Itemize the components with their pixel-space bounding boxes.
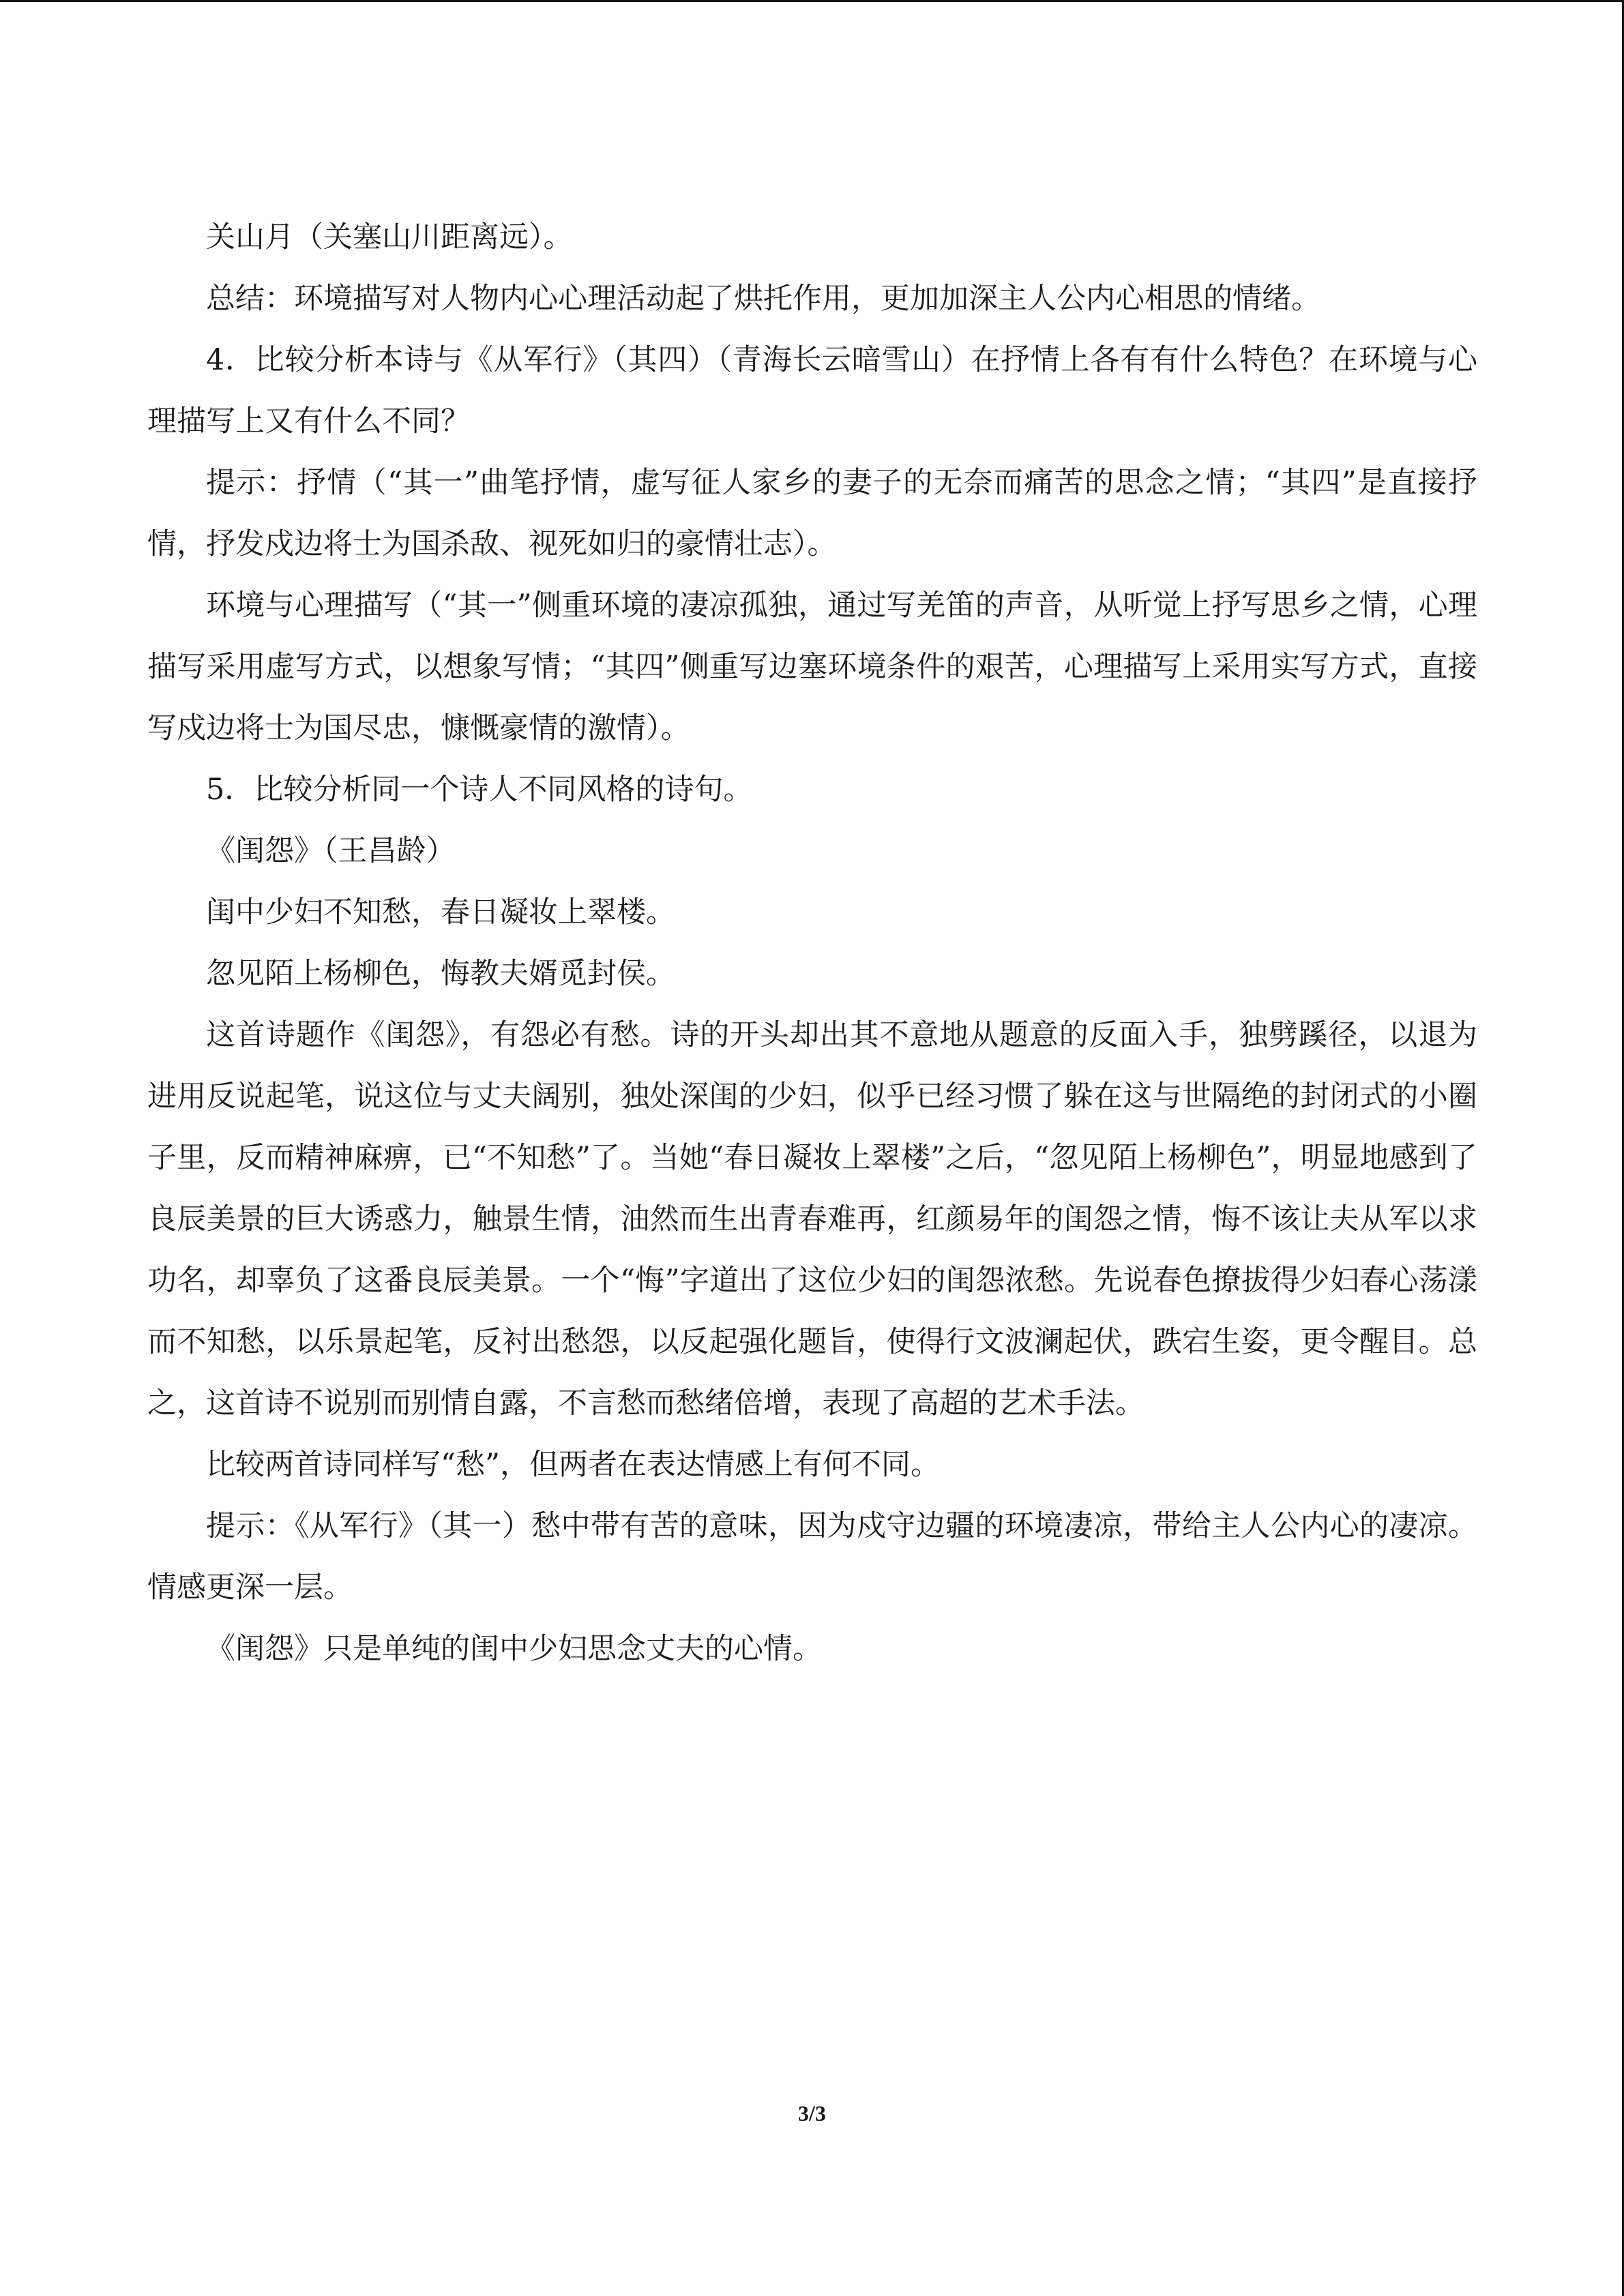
poem-title: 《闺怨》（王昌龄）	[206, 834, 456, 868]
page-number: 3/3	[798, 2101, 826, 2126]
poem-line: 忽见陌上杨柳色，悔教夫婿觅封侯。	[206, 957, 675, 991]
paragraph: 提示：《从军行》（其一）愁中带有苦的意味，因为戍守边疆的环境凄凉，带给主人公内心的凄凉。情感更深一层。	[147, 1509, 1477, 1605]
paragraph: 这首诗题作《闺怨》，有怨必有愁。诗的开头却出其不意地从题意的反面入手，独劈蹊径，以退为进用反说起笔，说这位与丈夫阔别，独处深闺的少妇，似乎已经习惯了躲在这与世隔绝的封闭式的小圈子里，反而精神麻痹，已“不知愁”了。当她“春日凝妆上翠楼”之后，“忽见陌上杨柳色”，明显地感到了良辰美景的巨大诱惑力，触景生情，油然而生出青春难再，红颜易年的闺怨之情，悔不该让夫从军以求功名，却辜负了这番良辰美景。一个“悔”字道出了这位少妇的闺怨浓愁。先说春色撩拔得少妇春心荡漾而不知愁，以乐景起笔，反衬出愁怨，以反起强化题旨，使得行文波澜起伏，跌宕生姿，更令醒目。总之，这首诗不说别而别情自露，不言愁而愁绪倍增，表现了高超的艺术手法。	[147, 1018, 1477, 1420]
paragraph: 关山月（关塞山川距离远）。	[206, 220, 573, 254]
paragraph: 比较两首诗同样写“愁”，但两者在表达情感上有何不同。	[206, 1448, 940, 1482]
poem-line: 闺中少妇不知愁，春日凝妆上翠楼。	[206, 895, 675, 929]
paragraph: 提示：抒情（“其一”曲笔抒情，虚写征人家乡的妻子的无奈而痛苦的思念之情；“其四”是直接抒情，抒发戍边将士为国杀敌、视死如归的豪情壮志）。	[147, 466, 1477, 561]
body-text	[147, 207, 1477, 1680]
paragraph: 环境与心理描写（“其一”侧重环境的凄凉孤独，通过写羌笛的声音，从听觉上抒写思乡之情，心理描写采用虚写方式，以想象写情；“其四”侧重写边塞环境条件的艰苦，心理描写上采用实写方式，直接写戍边将士为国尽忠，慷慨豪情的激情）。	[147, 588, 1477, 745]
paragraph: 5．比较分析同一个诗人不同风格的诗句。	[206, 773, 753, 807]
paragraph: 总结：环境描写对人物内心心理活动起了烘托作用，更加加深主人公内心相思的情绪。	[206, 282, 1320, 316]
paragraph: 4．比较分析本诗与《从军行》（其四）（青海长云暗雪山）在抒情上各有有什么特色？在环境与心理描写上又有什么不同？	[147, 343, 1477, 438]
paragraph: 《闺怨》只是单纯的闺中少妇思念丈夫的心情。	[206, 1632, 822, 1666]
